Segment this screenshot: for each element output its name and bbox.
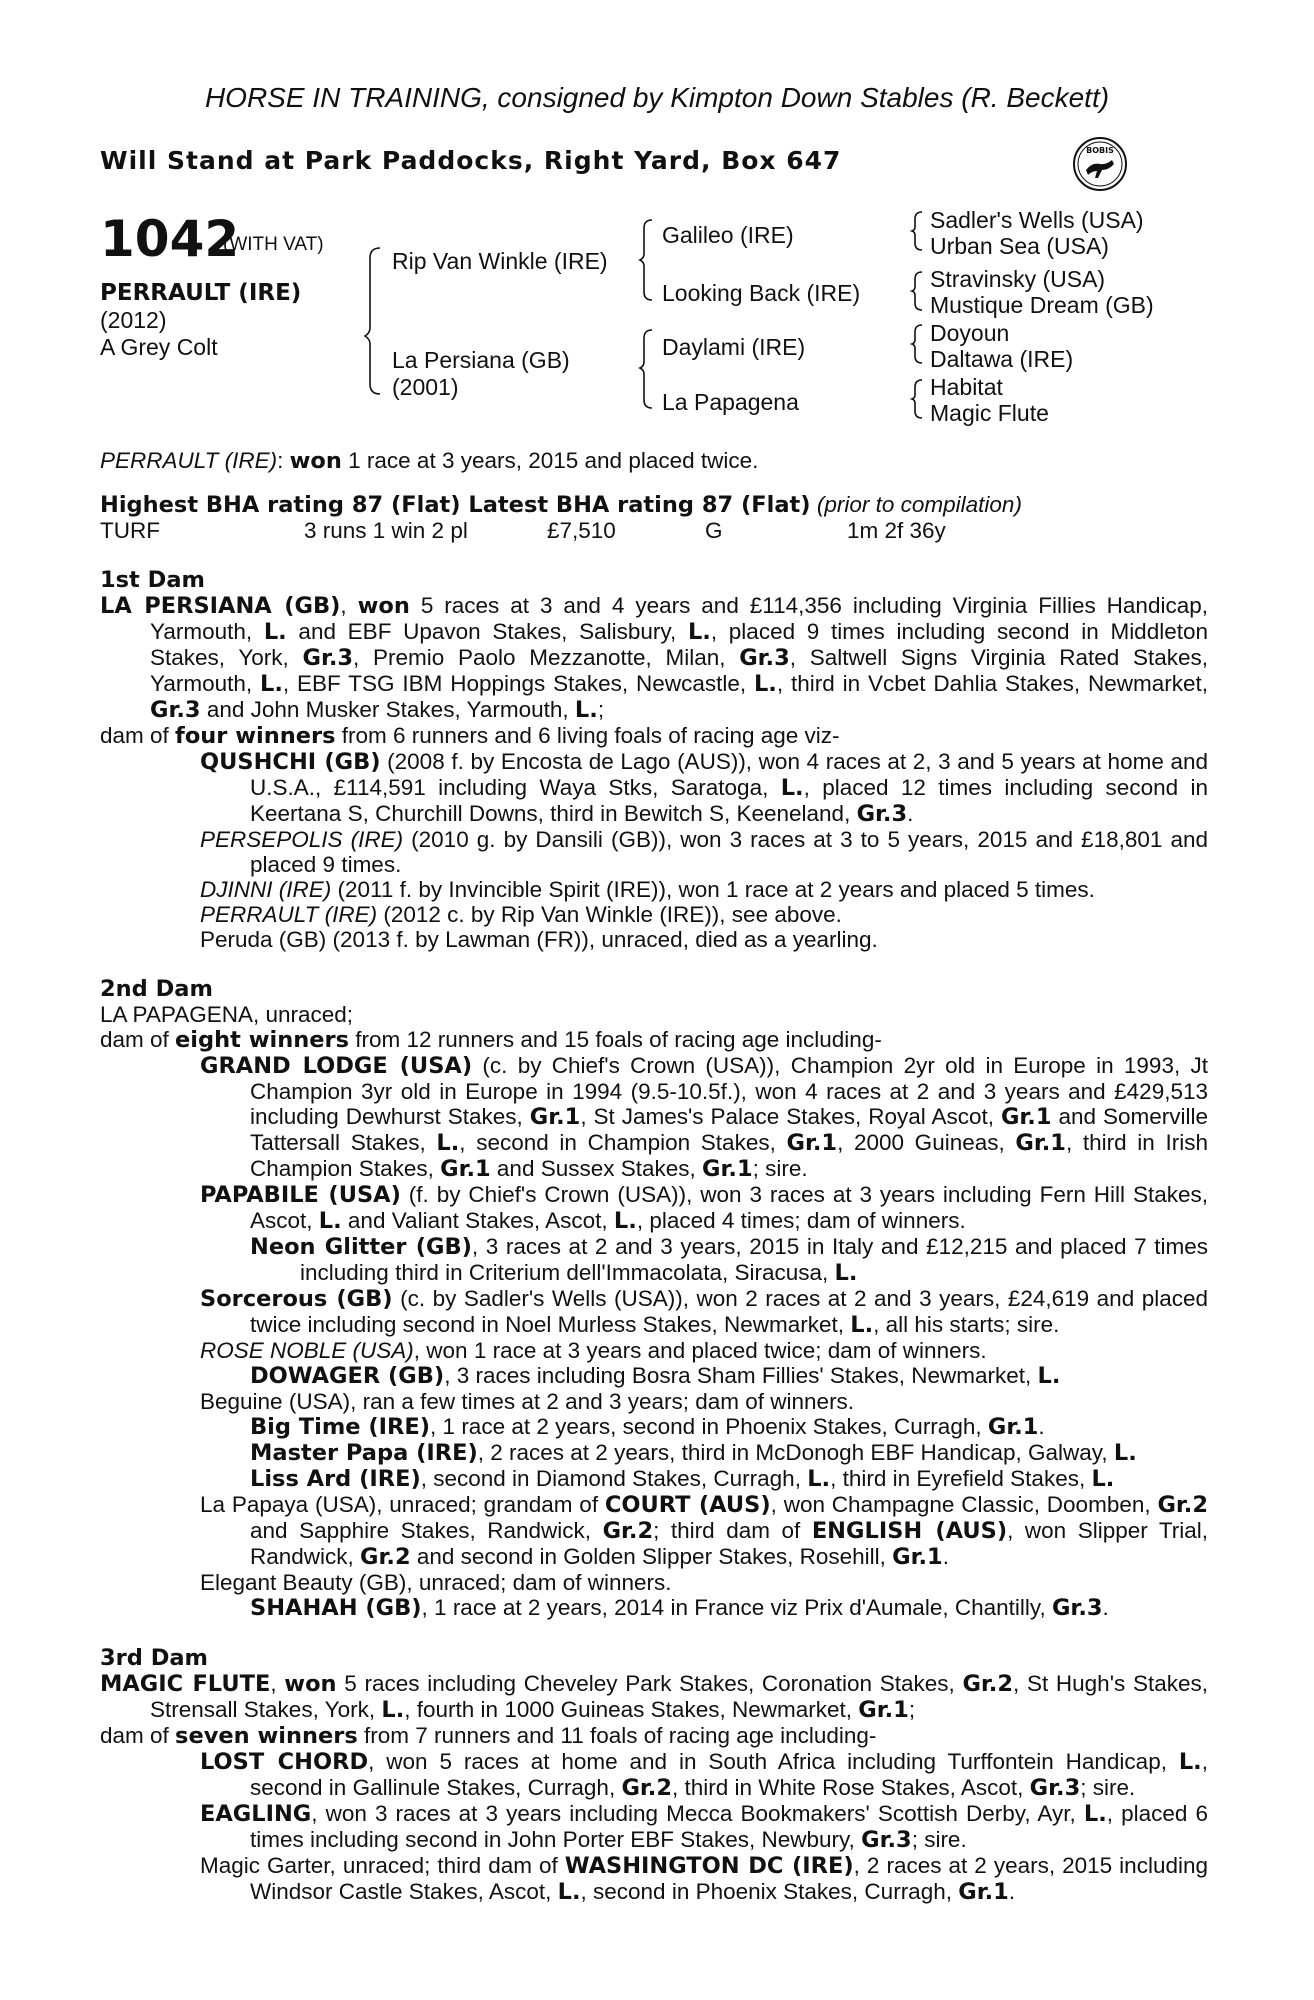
first-dam-heading: 1st Dam xyxy=(100,567,205,593)
dsd: Daltawa (IRE) xyxy=(930,346,1074,372)
sss: Sadler's Wells (USA) xyxy=(930,207,1144,233)
horse-year: (2012) xyxy=(100,307,167,333)
foal-qushchi: QUSHCHI (GB) (2008 f. by Encosta de Lago (AUS)), won 4 races at 2, 3 and 5 years at home and U.S.A., £114,591 including Waya Stks, Saratoga, L., placed 12 times including second in Keertana S, Churchill Downs, third in Bewitch S, Keeneland, Gr.3. xyxy=(200,749,1208,827)
sdd: Mustique Dream (GB) xyxy=(930,292,1154,318)
svg-text:BOBIS: BOBIS xyxy=(1086,146,1114,155)
rating-line: Highest BHA rating 87 (Flat) Latest BHA rating 87 (Flat) (prior to compilation) xyxy=(100,492,1022,518)
dam-sire: Daylami (IRE) xyxy=(662,334,806,360)
dam: La Persiana (GB) xyxy=(392,347,570,373)
foal-lost-chord: LOST CHORD, won 5 races at home and in South Africa including Turffontein Handicap, L., second in Gallinule Stakes, Curragh, Gr.2, third in White Rose Stakes, Ascot, Gr.3; sire. xyxy=(200,1749,1208,1801)
foal-perrault: PERRAULT (IRE) (2012 c. by Rip Van Winkle (IRE)), see above. xyxy=(200,902,842,927)
foal-peruda: Peruda (GB) (2013 f. by Lawman (FR)), unraced, died as a yearling. xyxy=(200,927,878,952)
second-dam-produce: dam of eight winners from 12 runners and 15 foals of racing age including- xyxy=(100,1027,882,1053)
grandfoal-neon-glitter: Neon Glitter (GB), 3 races at 2 and 3 years, 2015 in Italy and £12,215 and placed 7 times including third in Criterium dell'Immacolata, Siracusa, L. xyxy=(250,1234,1208,1286)
dds: Habitat xyxy=(930,374,1003,400)
foal-la-papaya: La Papaya (USA), unraced; grandam of COURT (AUS), won Champagne Classic, Doomben, Gr.2 and Sapphire Stakes, Randwick, Gr.2; third dam of ENGLISH (AUS), won Slipper Trial, Randwick, Gr.2 and second in Golden Slipper Stakes, Rosehill, Gr.1. xyxy=(200,1492,1209,1570)
dam-year: (2001) xyxy=(392,374,459,400)
sds: Stravinsky (USA) xyxy=(930,266,1106,292)
foal-eagling: EAGLING, won 3 races at 3 years including Mecca Bookmakers' Scottish Derby, Ayr, L., placed 6 times including second in John Porter EBF Stakes, Newbury, Gr.3; sire. xyxy=(200,1801,1208,1853)
foal-persepolis: PERSEPOLIS (IRE) (2010 g. by Dansili (GB)), won 3 races at 3 to 5 years, 2015 and £18,801 and placed 9 times. xyxy=(200,827,1208,877)
race-record: TURF 3 runs 1 win 2 pl £7,510 G 1m 2f 36y xyxy=(100,518,946,543)
horse-name: PERRAULT (IRE) xyxy=(100,280,302,306)
grandfoal-big-time: Big Time (IRE), 1 race at 2 years, second in Phoenix Stakes, Curragh, Gr.1. xyxy=(250,1414,1045,1440)
foal-magic-garter: Magic Garter, unraced; third dam of WASHINGTON DC (IRE), 2 races at 2 years, 2015 including Windsor Castle Stakes, Ascot, L., second in Phoenix Stakes, Curragh, Gr.1. xyxy=(200,1853,1208,1905)
third-dam-record: MAGIC FLUTE, won 5 races including Cheveley Park Stakes, Coronation Stakes, Gr.2, St Hugh's Stakes, Strensall Stakes, York, L., fourth in 1000 Guineas Stakes, Newmarket, Gr.1; xyxy=(100,1671,1208,1723)
ssd: Urban Sea (USA) xyxy=(930,233,1109,259)
third-dam-heading: 3rd Dam xyxy=(100,1645,208,1671)
grandfoal-master-papa: Master Papa (IRE), 2 races at 2 years, third in McDonogh EBF Handicap, Galway, L. xyxy=(250,1440,1137,1466)
foal-djinni: DJINNI (IRE) (2011 f. by Invincible Spirit (IRE)), won 1 race at 2 years and placed 5 times. xyxy=(200,877,1095,902)
foal-sorcerous: Sorcerous (GB) (c. by Sadler's Wells (USA)), won 2 races at 2 and 3 years, £24,619 and placed twice including second in Noel Murless Stakes, Newmarket, L., all his starts; sire. xyxy=(200,1286,1209,1338)
summary: PERRAULT (IRE): won 1 race at 3 years, 2015 and placed twice. xyxy=(100,448,759,474)
dss: Doyoun xyxy=(930,320,1010,346)
dam-dam: La Papagena xyxy=(662,389,799,415)
first-dam-produce: dam of four winners from 6 runners and 6 living foals of racing age viz- xyxy=(100,723,840,749)
foal-papabile: PAPABILE (USA) (f. by Chief's Crown (USA)), won 3 races at 3 years including Fern Hill Stakes, Ascot, L. and Valiant Stakes, Ascot, L., placed 4 times; dam of winners. xyxy=(200,1182,1208,1234)
catalogue-header: HORSE IN TRAINING, consigned by Kimpton Down Stables (R. Beckett) xyxy=(204,82,1110,113)
stand-location: Will Stand at Park Paddocks, Right Yard, Box 647 xyxy=(100,146,842,175)
foal-elegant-beauty: Elegant Beauty (GB), unraced; dam of winners. xyxy=(200,1570,672,1595)
grandfoal-dowager: DOWAGER (GB), 3 races including Bosra Sham Fillies' Stakes, Newmarket, L. xyxy=(250,1363,1061,1389)
first-dam-record: LA PERSIANA (GB), won 5 races at 3 and 4 years and £114,356 including Virginia Fillies Handicap, Yarmouth, L. and EBF Upavon Stakes, Salisbury, L., placed 9 times including second in Middleton Stakes, York, Gr.3, Premio Paolo Mezzanotte, Milan, Gr.3, Saltwell Signs Virginia Rated Stakes, Yarmouth, L., EBF TSG IBM Hoppings Stakes, Newcastle, L., third in Vcbet Dahlia Stakes, Newmarket, Gr.3 and John Musker Stakes, Yarmouth, L.; xyxy=(100,593,1209,723)
vat-note: (WITH VAT) xyxy=(223,234,324,255)
foal-beguine: Beguine (USA), ran a few times at 2 and 3 years; dam of winners. xyxy=(200,1389,855,1414)
second-dam-name: LA PAPAGENA, unraced; xyxy=(100,1002,354,1027)
catalogue-body xyxy=(100,448,1208,1905)
foal-rose-noble: ROSE NOBLE (USA), won 1 race at 3 years and placed twice; dam of winners. xyxy=(200,1338,987,1363)
foal-grand-lodge: GRAND LODGE (USA) (c. by Chief's Crown (USA)), Champion 2yr old in Europe in 1993, Jt Champion 3yr old in Europe in 1994 (9.5-10.5f.), won 4 races at 2 and 3 years and £429,513 including Dewhurst Stakes, Gr.1, St James's Palace Stakes, Royal Ascot, Gr.1 and Somerville Tattersall Stakes, L., second in Champion Stakes, Gr.1, 2000 Guineas, Gr.1, third in Irish Champion Stakes, Gr.1 and Sussex Stakes, Gr.1; sire. xyxy=(200,1053,1209,1182)
second-dam-heading: 2nd Dam xyxy=(100,976,213,1002)
sire-sire: Galileo (IRE) xyxy=(662,222,794,248)
lot-number: 1042 xyxy=(100,210,240,268)
grandfoal-liss-ard: Liss Ard (IRE), second in Diamond Stakes, Curragh, L., third in Eyrefield Stakes, L. xyxy=(250,1466,1115,1492)
sire: Rip Van Winkle (IRE) xyxy=(392,248,608,274)
third-dam-produce: dam of seven winners from 7 runners and 11 foals of racing age including- xyxy=(100,1723,877,1749)
ddd: Magic Flute xyxy=(930,400,1049,426)
horse-description: A Grey Colt xyxy=(100,334,218,360)
sire-dam: Looking Back (IRE) xyxy=(662,280,861,306)
grandfoal-shahah: SHAHAH (GB), 1 race at 2 years, 2014 in France viz Prix d'Aumale, Chantilly, Gr.3. xyxy=(250,1595,1109,1621)
